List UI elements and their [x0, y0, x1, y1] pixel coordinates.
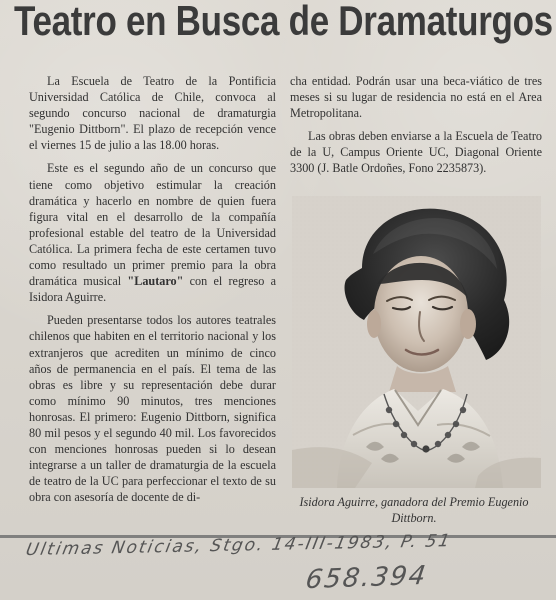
left-column — [29, 73, 276, 512]
left-paragraph-3: Pueden presentarse todos los autores teatrales chilenos que habiten en el territorio nacional y los extranjeros que acrediten un mínimo de cinco años de permanencia en el país. El tema de las obras es libre y su representación debe durar como mínimo 90 minutos, tres menciones honrosas. El primero: Eugenio Dittborn, significa 80 mil pesos y el segundo 40 mil. Los favorecidos con menciones honrosas pueden si lo desean integrarse a un taller de dramaturgia de la escuela de teatro de la UC para perfeccionar el texto de su obra con asesoría de docente de di- — [29, 313, 276, 505]
right-column — [290, 73, 542, 184]
right-paragraph-1: cha entidad. Podrán usar una beca-viático de tres meses si su lugar de residencia no está en el Area Metropolitana. — [290, 74, 542, 121]
handwritten-source-note: Ultimas Noticias, Stgo. 14-III-1983, P. 51 — [24, 531, 454, 561]
portrait-illustration — [292, 196, 541, 488]
article-title: Teatro en Busca de Dramaturgos — [14, 0, 553, 45]
left-paragraph-2-part-1: Este es el segundo año de un concurso que tiene como objetivo estimular la creación dramática y hacerlo en nombre de quien fuera figura vital en el desarrollo de la compañía profesional estable del teatro de la Universidad Católica. La primera fecha de este certamen tuvo como resultado un primer premio para la obra dramática musical — [29, 161, 276, 289]
left-paragraph-2-part-2: con el regreso a Isidora Aguirre. — [29, 274, 276, 305]
lautaro-title: "Lautaro" — [127, 274, 184, 289]
left-paragraph-2 — [29, 160, 276, 305]
handwritten-catalog-number: 658.394 — [303, 560, 430, 596]
portrait-photo — [292, 196, 541, 488]
photo-caption: Isidora Aguirre, ganadora del Premio Eugenio Dittborn. — [299, 495, 529, 525]
left-paragraph-1: La Escuela de Teatro de la Pontificia Universidad Católica de Chile, convoca al segundo concurso nacional de dramaturgia "Eugenio Dittborn". El plazo de recepción vence el viernes 15 de julio a las 18.00 horas. — [29, 74, 276, 153]
right-paragraph-2: Las obras deben enviarse a la Escuela de Teatro de la U, Campus Oriente UC, Diagonal Oriente 3300 (J. Batle Ordoñes, Fono 2235873). — [290, 129, 542, 176]
